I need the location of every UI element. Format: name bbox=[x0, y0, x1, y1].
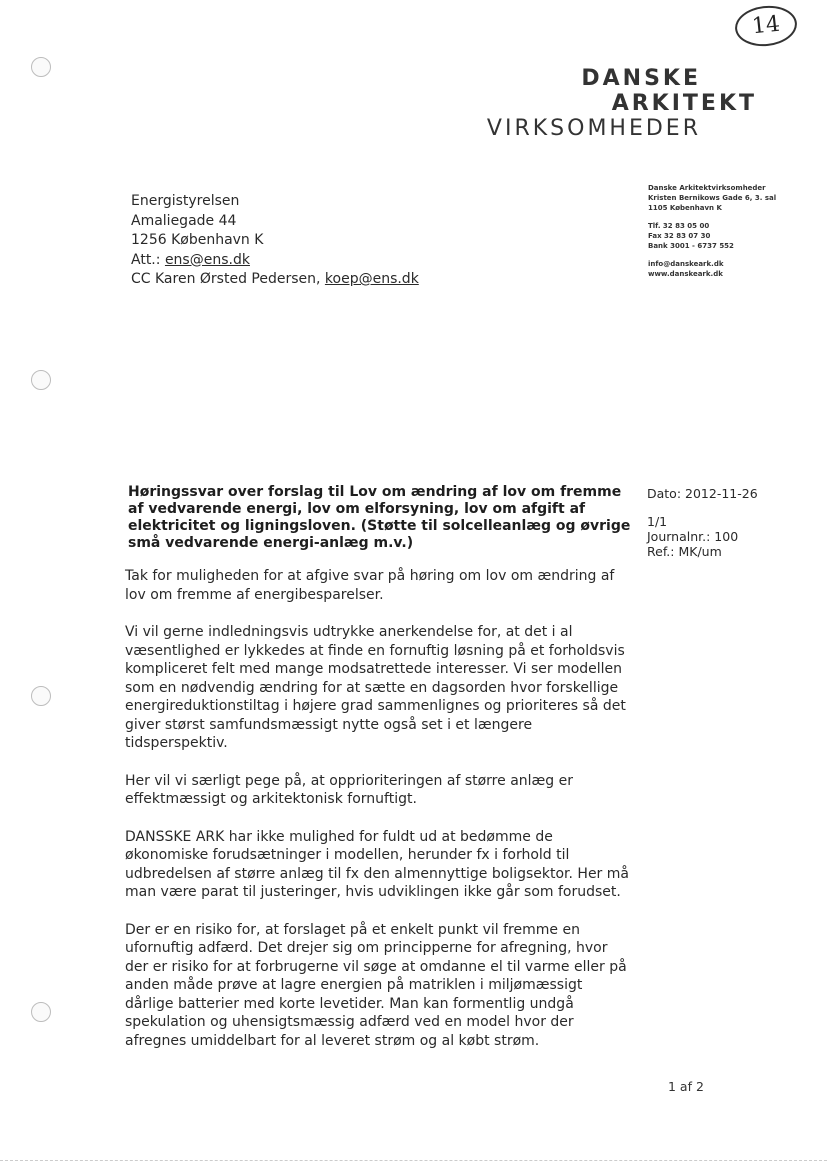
sender-address bbox=[648, 183, 776, 279]
cc-label: CC Karen Ørsted Pedersen, bbox=[131, 271, 321, 287]
punch-hole-1 bbox=[31, 57, 51, 77]
meta-date: Dato: 2012-11-26 bbox=[647, 486, 758, 501]
body-paragraph-4: DANSSKE ARK har ikke mulighed for fuldt ud at bedømme de økonomiske forudsætninger i modellen, herunder fx i forhold til udbredelsen af større anlæg til fx den almennyttige boligsektor. Her må man være parat til justeringer, hvis udviklingen ikke går som forudset. bbox=[125, 828, 629, 900]
page-number: 1 af 2 bbox=[668, 1079, 704, 1094]
att-email-link[interactable]: ens@ens.dk bbox=[164, 251, 250, 268]
cc-email-link[interactable]: koep@ens.dk bbox=[324, 271, 419, 287]
recipient-address bbox=[131, 192, 419, 290]
page-number-stamp: 14 bbox=[733, 3, 799, 49]
punch-hole-3 bbox=[31, 686, 51, 706]
meta-page: 1/1 bbox=[647, 514, 668, 529]
recipient-line-1: Energistyrelsen bbox=[131, 193, 240, 209]
sender-city: 1105 København K bbox=[648, 204, 722, 212]
punch-hole-4 bbox=[31, 1002, 51, 1022]
sender-email: info@danskeark.dk bbox=[648, 260, 724, 268]
logo-line-3: VIRKSOMHEDER bbox=[486, 116, 701, 141]
recipient-line-3: 1256 København K bbox=[131, 232, 264, 248]
scan-edge-line bbox=[0, 1160, 827, 1161]
body-paragraph-1: Tak for muligheden for at afgive svar på høring om lov om ændring af lov om fremme af energibesparelser. bbox=[125, 568, 615, 603]
logo-line-2: ARKITEKT bbox=[611, 91, 757, 116]
letter-subject: Høringssvar over forslag til Lov om ændring af lov om fremme af vedvarende energi, lov om elforsyning, lov om afgift af elektricitet og ligningsloven. (Støtte til solcelleanlæg og øvrige små vedvarende energi-anlæg m.v.) bbox=[128, 484, 631, 551]
sender-name: Danske Arkitektvirksomheder bbox=[648, 184, 766, 192]
meta-journal: Journalnr.: 100 bbox=[647, 529, 739, 544]
recipient-line-2: Amaliegade 44 bbox=[131, 212, 237, 229]
sender-bank: Bank 3001 - 6737 552 bbox=[648, 242, 734, 250]
recipient-att bbox=[131, 251, 419, 271]
sender-street: Kristen Bernikows Gade 6, 3. sal bbox=[648, 194, 777, 202]
body-paragraph-2: Vi vil gerne indledningsvis udtrykke anerkendelse for, at det i al væsentlighed er lykkedes at finde en fornuftig løsning på et forholdsvis kompliceret felt med mange modsatrettede interesser. Vi ser modellen som en nødvendig ændring for at sætte en dagsorden hvor forskellige energireduktionstiltag i højere grad sammenlignes og prioriteres så det giver størst samfundsmæssigt nytte også set i et længere tidsperspektiv. bbox=[125, 624, 626, 751]
meta-ref: Ref.: MK/um bbox=[647, 544, 722, 559]
sender-phone: Tlf. 32 83 05 00 bbox=[648, 222, 710, 230]
punch-hole-2 bbox=[31, 370, 51, 390]
letter-meta bbox=[647, 486, 758, 559]
sender-web: www.danskeark.dk bbox=[648, 270, 723, 278]
body-paragraph-3: Her vil vi særligt pege på, at opprioriteringen af større anlæg er effektmæssigt og arkitektonisk fornuftigt. bbox=[125, 772, 573, 807]
recipient-cc bbox=[131, 270, 419, 290]
letter-body bbox=[125, 567, 630, 1069]
body-paragraph-5: Der er en risiko for, at forslaget på et enkelt punkt vil fremme en ufornuftig adfærd. Det drejer sig om principperne for afregning, hvor der er risiko for at forbrugerne vil søge at omdanne el til varme eller på anden måde prøve at lagre energien på matriklen i miljømæssigt dårlige batterier med korte levetider. Man kan formentlig undgå spekulation og uhensigtsmæssig adfærd ved en model hvor der afregnes umiddelbart for al leveret strøm og al købt strøm. bbox=[125, 921, 627, 1049]
company-logo bbox=[487, 66, 757, 141]
sender-fax: Fax 32 83 07 30 bbox=[648, 232, 711, 240]
logo-line-1: DANSKE bbox=[581, 66, 701, 91]
att-label: Att.: bbox=[131, 251, 161, 268]
